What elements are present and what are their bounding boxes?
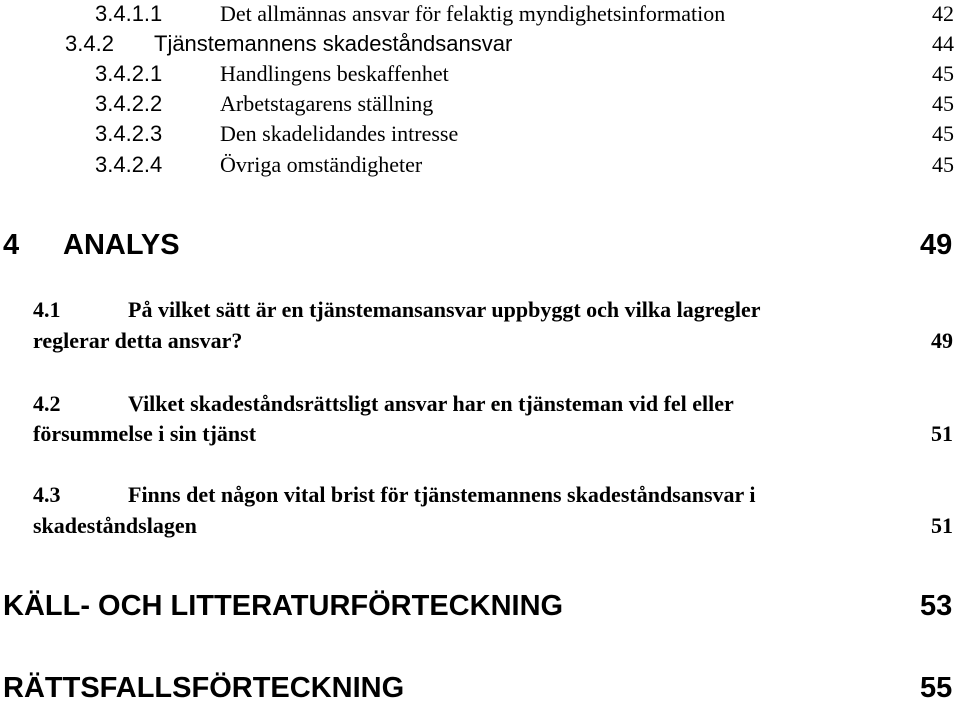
toc-section-number: 4.1 <box>33 297 61 322</box>
toc-sources-page: 53 <box>920 590 953 622</box>
toc-entry-number: 3.4.2.2 <box>95 91 163 116</box>
toc-chapter-page: 49 <box>920 229 953 261</box>
toc-entry-page: 42 <box>932 1 954 26</box>
toc-entry-page: 44 <box>932 31 954 56</box>
toc-entry-number: 3.4.2.3 <box>95 121 163 146</box>
toc-section-title-line2: skadeståndslagen <box>33 513 197 538</box>
toc-entry-number: 3.4.2.4 <box>95 152 163 177</box>
toc-entry-title: Övriga omständigheter <box>220 152 423 177</box>
toc-section-title-line2: reglerar detta ansvar? <box>33 328 243 353</box>
toc-section-title-line2: försummelse i sin tjänst <box>33 421 257 446</box>
toc-entry-page: 45 <box>932 61 954 86</box>
toc-section-page: 51 <box>931 421 953 446</box>
toc-entry-title: Tjänstemannens skadeståndsansvar <box>154 31 513 56</box>
toc-entry-page: 45 <box>932 91 954 116</box>
toc-cases-title: RÄTTSFALLSFÖRTECKNING <box>3 672 405 704</box>
toc-section-title-line1: Finns det någon vital brist för tjänstemannens skadeståndsansvar i <box>128 482 756 507</box>
toc-entry-number: 3.4.1.1 <box>95 1 163 26</box>
toc-chapter-number: 4 <box>3 229 20 261</box>
toc-entry-page: 45 <box>932 152 954 177</box>
toc-section-title-line1: På vilket sätt är en tjänstemansansvar uppbyggt och vilka lagregler <box>128 297 761 322</box>
toc-section-title-line1: Vilket skadeståndsrättsligt ansvar har en tjänsteman vid fel eller <box>128 391 734 416</box>
toc-entry-page: 45 <box>932 121 954 146</box>
toc-chapter-title: ANALYS <box>63 229 180 261</box>
toc-cases-page: 55 <box>920 672 953 704</box>
toc-section-page: 49 <box>931 328 953 353</box>
toc-entry-number: 3.4.2 <box>65 31 114 56</box>
toc-entry-title: Handlingens beskaffenhet <box>220 61 449 86</box>
toc-section-page: 51 <box>931 513 953 538</box>
toc-entry-title: Det allmännas ansvar för felaktig myndighetsinformation <box>220 1 726 26</box>
toc-entry-number: 3.4.2.1 <box>95 61 163 86</box>
toc-entry-title: Arbetstagarens ställning <box>220 91 434 116</box>
toc-section-number: 4.2 <box>33 391 61 416</box>
toc-entry-title: Den skadelidandes intresse <box>220 121 459 146</box>
toc-sources-title: KÄLL- OCH LITTERATURFÖRTECKNING <box>3 590 564 622</box>
toc-section-number: 4.3 <box>33 482 61 507</box>
